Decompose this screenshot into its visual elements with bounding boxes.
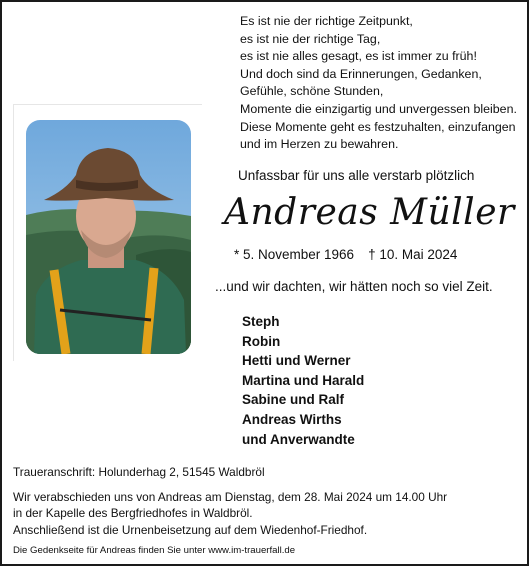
life-dates [234, 247, 471, 262]
mourner: Martina und Harald [242, 372, 365, 388]
memorial-page-note: Die Gedenkseite für Andreas finden Sie unter www.im-trauerfall.de [13, 545, 296, 556]
mourner: Robin [242, 333, 281, 349]
poem-line: es ist nie der richtige Tag, [240, 31, 381, 46]
poem-line: Diese Momente geht es festzuhalten, einzufangen [240, 119, 516, 134]
poem-line: Es ist nie der richtige Zeitpunkt, [240, 14, 413, 28]
mourner: Andreas Wirths [242, 411, 342, 427]
farewell-line: in der Kapelle des Bergfriedhofes in Waldbröl. [13, 506, 253, 521]
farewell-line: Anschließend ist die Urnenbeisetzung auf dem Wiedenhof-Friedhof. [13, 522, 368, 537]
mourner: Sabine und Ralf [242, 392, 345, 408]
poem [240, 13, 517, 154]
intro-line: Unfassbar für uns alle verstarb plötzlich [238, 168, 475, 183]
poem-line: es ist nie alles gesagt, es ist immer zu früh! [240, 49, 477, 64]
poem-line: Und doch sind da Erinnerungen, Gedanken, [240, 66, 482, 81]
farewell-line: Wir verabschieden uns von Andreas am Dienstag, dem 28. Mai 2024 um 14.00 Uhr [13, 490, 448, 504]
farewell-info [13, 489, 447, 538]
death-date: † 10. Mai 2024 [368, 247, 458, 262]
mourner: und Anverwandte [242, 431, 355, 447]
mourning-address: Traueranschrift: Holunderhag 2, 51545 Waldbröl [13, 465, 265, 479]
poem-line: und im Herzen zu bewahren. [240, 137, 399, 152]
mourner: Hetti und Werner [242, 353, 351, 369]
portrait-photo [26, 120, 191, 354]
mourners-list [242, 312, 364, 449]
poem-line: Momente die einzigartig und unvergessen bleiben. [240, 101, 517, 116]
poem-line: Gefühle, schöne Stunden, [240, 84, 384, 99]
deceased-name: Andreas Müller [224, 192, 515, 233]
mourner: Steph [242, 314, 280, 329]
portrait-frame [13, 104, 202, 361]
birth-date: * 5. November 1966 [234, 247, 355, 262]
quote: ...und wir dachten, wir hätten noch so viel Zeit. [215, 279, 493, 294]
